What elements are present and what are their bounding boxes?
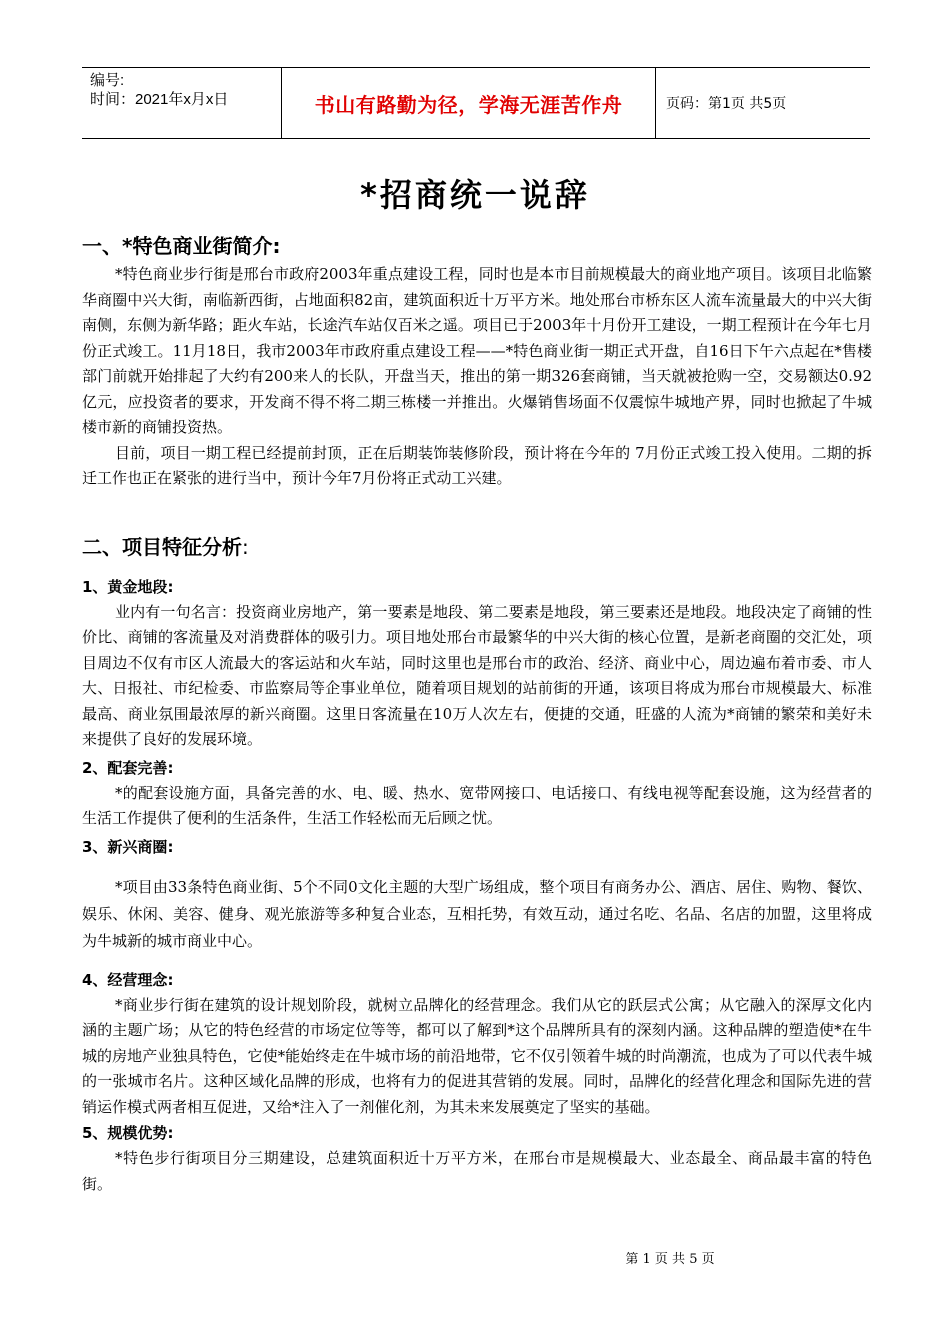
document-title: *招商统一说辞 [360, 176, 590, 214]
feature-text-3: *项目由33条特色商业街、5个不同0文化主题的大型广场组成，整个项目有商务办公、酒店、居住、购物、餐饮、娱乐、休闲、美容、健身、观光旅游等多种复合业态，互相托势，有效互动，通过名吃、名品、名店的加盟，这里将成为牛城新的城市商业中心。 [82, 877, 872, 950]
section2-heading-text: 二、项目特征分析 [82, 534, 242, 559]
number-label: 编号: [90, 72, 125, 89]
feature-title-1: 1、黄金地段: [82, 577, 174, 596]
header-meta [82, 68, 282, 138]
section2-heading [82, 534, 872, 560]
section1-heading: 一、*特色商业街简介: [82, 234, 281, 258]
feature-text-2: *的配套设施方面，具备完善的水、电、暖、热水、宽带网接口、电话接口、有线电视等配套设施，这为经营者的生活工作提供了便利的生活条件，生活工作轻松而无后顾之忧。 [82, 783, 872, 827]
page-header [82, 67, 870, 139]
feature-text-1: 业内有一句名言：投资商业房地产，第一要素是地段、第二要素是地段，第三要素还是地段。地段决定了商铺的性价比、商铺的客流量及对消费群体的吸引力。项目地处邢台市最繁华的中兴大街的核心位置，是新老商圈的交汇处，项目周边不仅有市区人流最大的客运站和火车站，同时这里也是邢台市的政治、经济、商业中心，周边遍布着市委、市人大、日报社、市纪检委、市监察局等企事业单位，随着项目规划的站前街的开通，该项目将成为邢台市规模最大、标准最高、商业氛围最浓厚的新兴商圈。这里日客流量在10万人次左右，便捷的交通，旺盛的人流为*商铺的繁荣和美好未来提供了良好的发展环境。 [82, 602, 872, 748]
section1-paragraph-1: *特色商业步行街是邢台市政府2003年重点建设工程，同时也是本市目前规模最大的商业地产项目。该项目北临繁华商圈中兴大街，南临新西街，占地面积82亩，建筑面积近十万平方米。地处邢台市桥东区人流车流量最大的中兴大街南侧，东侧为新华路；距火车站，长途汽车站仅百米之遥。项目已于2003年十月份开工建设，一期工程预计在今年七月份正式竣工。11月18日，我市2003年市政府重点建设工程——*特色商业街一期正式开盘，自16日下午六点起在*售楼部门前就开始排起了大约有200来人的长队，开盘当天，推出的第一期326套商铺，当天就被抢购一空，交易额达0.92亿元，应投资者的要求，开发商不得不将二期三栋楼一并推出。火爆销售场面不仅震惊牛城地产界，同时也掀起了牛城楼市新的商铺投资热。 [82, 265, 872, 436]
feature-title-4: 4、经营理念: [82, 970, 174, 989]
feature-title-5: 5、规模优势: [82, 1124, 174, 1142]
feature-list [82, 574, 872, 1198]
feature-title-3: 3、新兴商圈: [82, 837, 174, 856]
feature-text-4: *商业步行街在建筑的设计规划阶段，就树立品牌化的经营理念。我们从它的跃层式公寓；从它融入的深厚文化内涵的主题广场；从它的特色经营的市场定位等等，都可以了解到*这个品牌所具有的深刻内涵。这种品牌的塑造使*在牛城的房地产业独具特色，它使*能始终走在牛城市场的前沿地带，它不仅引领着牛城的时尚潮流，也成为了可以代表牛城的一张城市名片。这种区域化品牌的形成，也将有力的促进其营销的发展。同时，品牌化的经营化理念和国际先进的营销运作模式两者相互促进，又给*注入了一剂催化剂，为其未来发展奠定了坚实的基础。 [82, 995, 872, 1116]
section1-paragraph-2: 目前，项目一期工程已经提前封顶，正在后期装饰装修阶段，预计将在今年的 7月份正式竣工投入使用。二期的拆迁工作也正在紧张的进行当中，预计今年7月份将正式动工兴建。 [82, 443, 872, 487]
feature-title-2: 2、配套完善: [82, 758, 174, 777]
header-motto: 书山有路勤为径，学海无涯苦作舟 [282, 68, 656, 138]
document-body [82, 233, 872, 1197]
feature-text-5: *特色步行街项目分三期建设，总建筑面积近十万平方米，在邢台市是规模最大、业态最全、商品最丰富的特色街。 [82, 1149, 872, 1193]
section2-heading-colon: : [242, 534, 249, 559]
header-page-info: 页码：第1页 共5页 [666, 96, 787, 112]
page-footer: 第 1 页 共 5 页 [625, 1252, 715, 1267]
time-label: 时间：2021年x月x日 [90, 91, 229, 108]
